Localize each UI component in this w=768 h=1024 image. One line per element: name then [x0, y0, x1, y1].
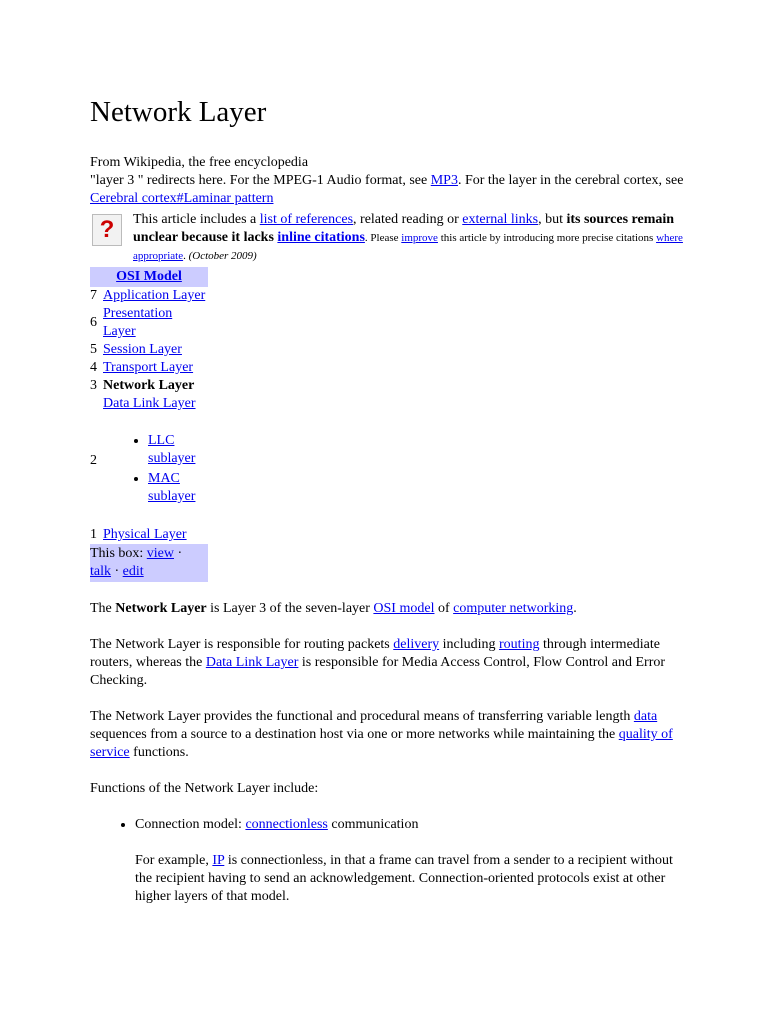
link-data[interactable]: data	[633, 709, 658, 724]
paragraph-routing	[90, 636, 690, 690]
text: sequences from a source to a destination host via one or more networks while maintaining the	[90, 727, 619, 742]
link-external-links[interactable]: external links	[462, 212, 539, 227]
link-connectionless[interactable]: connectionless	[245, 817, 328, 832]
link-osi-model[interactable]: OSI model	[373, 601, 435, 616]
layer-number: 1	[90, 527, 97, 542]
notice-small-text: . Please	[364, 232, 402, 244]
example-text	[135, 852, 690, 906]
link-transport-layer[interactable]: Transport Layer	[103, 360, 194, 375]
connection-model	[135, 816, 690, 834]
notice-small-text: .	[183, 250, 189, 262]
link-physical-layer[interactable]: Physical Layer	[103, 527, 187, 542]
list-item	[148, 432, 208, 468]
text: is responsible for Media Access Control, Flow Control and Error Checking.	[90, 655, 666, 688]
list-item	[148, 470, 208, 506]
text: is Layer 3 of the seven-layer	[206, 601, 374, 616]
osi-model-navbox	[90, 267, 208, 582]
notice-bold-text: its sources remain unclear because it lacks	[133, 212, 675, 245]
notice-date: (October 2009)	[188, 250, 257, 262]
text: of	[434, 601, 454, 616]
link-application-layer[interactable]: Application Layer	[103, 288, 206, 303]
paragraph-functions-intro: Functions of the Network Layer include:	[90, 781, 319, 796]
navbox-footer	[90, 544, 208, 582]
link-mp3[interactable]: MP3	[430, 173, 458, 188]
osi-header	[90, 267, 208, 287]
link-delivery[interactable]: delivery	[393, 637, 440, 652]
notice-text: This article includes a	[133, 212, 260, 227]
layer-number: 5	[90, 342, 97, 357]
text: For example,	[135, 853, 213, 868]
link-routing[interactable]: routing	[499, 637, 540, 652]
separator: ·	[111, 564, 123, 579]
page-title: Network Layer	[90, 96, 267, 128]
notice-text: , related reading or	[353, 212, 463, 227]
link-edit[interactable]: edit	[122, 564, 144, 579]
box-label: This box:	[90, 546, 147, 561]
link-ip[interactable]: IP	[212, 853, 225, 868]
link-improve[interactable]: improve	[401, 232, 438, 244]
link-data-link-layer-inline[interactable]: Data Link Layer	[205, 655, 299, 670]
text: through intermediate routers, whereas the	[90, 637, 660, 670]
layer-number: 6	[90, 315, 97, 330]
text: The Network Layer is responsible for routing packets	[90, 637, 394, 652]
text: functions.	[129, 745, 189, 760]
link-cerebral-cortex[interactable]: Cerebral cortex#Laminar pattern	[90, 191, 274, 206]
notice-text: , but	[538, 212, 567, 227]
link-where-appropriate[interactable]: where appropriate	[133, 232, 683, 262]
citation-notice	[90, 211, 690, 265]
functions-list	[90, 816, 690, 906]
link-quality-of-service[interactable]: quality of service	[90, 727, 673, 760]
sublayer-list	[103, 432, 208, 506]
current-layer-label: Network Layer	[103, 378, 195, 393]
link-osi-model-header[interactable]: OSI Model	[116, 269, 182, 284]
layer-number: 2	[90, 452, 97, 468]
link-talk[interactable]: talk	[90, 564, 111, 579]
hatnote	[90, 172, 690, 208]
paragraph-function	[90, 708, 690, 762]
layer-number: 4	[90, 360, 97, 375]
text: communication	[327, 817, 419, 832]
hatnote-text: "layer 3 " redirects here. For the MPEG-1 Audio format, see	[90, 173, 431, 188]
list-item	[135, 816, 690, 906]
link-session-layer[interactable]: Session Layer	[103, 342, 182, 357]
site-subtitle: From Wikipedia, the free encyclopedia	[90, 155, 309, 170]
text: Connection model:	[135, 817, 246, 832]
link-data-link-layer[interactable]: Data Link Layer	[103, 396, 196, 411]
notice-small-text: this article by introducing more precise citations	[437, 232, 657, 244]
separator: ·	[174, 546, 183, 561]
paragraph-intro	[90, 600, 690, 618]
text: including	[439, 637, 500, 652]
bold-term: Network Layer	[115, 601, 207, 616]
text: is connectionless, in that a frame can travel from a sender to a recipient without the recipient having to send an acknowledgement. Connection-oriented protocols exist at other higher layers of that model.	[135, 853, 673, 904]
link-mac-sublayer[interactable]: MAC sublayer	[148, 471, 196, 504]
link-presentation-layer[interactable]: Presentation Layer	[103, 306, 173, 339]
text: The Network Layer provides the functional and procedural means of transferring variable length	[90, 709, 634, 724]
link-list-of-references[interactable]: list of references	[259, 212, 354, 227]
link-view[interactable]: view	[146, 546, 174, 561]
text: .	[573, 601, 577, 616]
link-inline-citations[interactable]: inline citations	[277, 230, 365, 245]
text: The	[90, 601, 116, 616]
hatnote-text: . For the layer in the cerebral cortex, see	[457, 173, 684, 188]
link-computer-networking[interactable]: computer networking	[453, 601, 574, 616]
layer-number: 7	[90, 288, 97, 303]
link-llc-sublayer[interactable]: LLC sublayer	[148, 433, 196, 466]
layer-number: 3	[90, 378, 97, 393]
question-icon: ?	[92, 214, 122, 246]
